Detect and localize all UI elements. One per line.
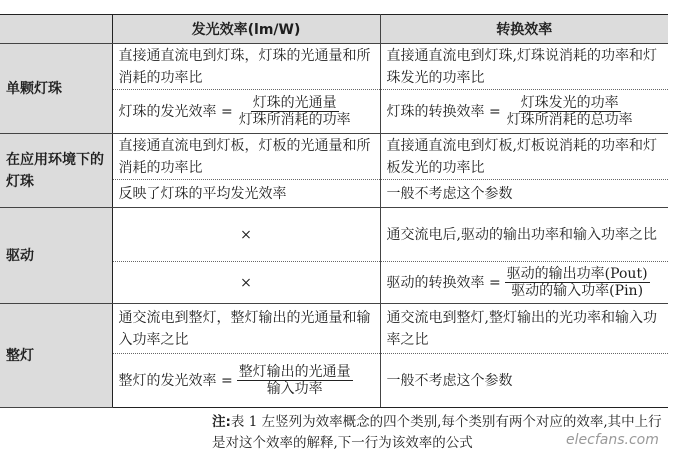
- cell-desc-luminous: 直接通直流电到灯板，灯板的光通量和所消耗的功率比: [112, 134, 380, 180]
- formula-denominator: 输入功率: [266, 381, 323, 397]
- formula-fraction: [237, 364, 353, 397]
- cell-formula-luminous: [112, 354, 380, 408]
- formula-fraction: [505, 266, 650, 299]
- cell-formula-luminous: [112, 90, 380, 134]
- note-prefix: 注:: [212, 414, 231, 430]
- note-text: 表 1 左竖列为效率概念的四个类别,每个类别有两个对应的效率,其中上行是对这个效率的解释,下一行为该效率的公式: [212, 414, 662, 451]
- formula-lhs: 驱动的转换效率 =: [386, 274, 501, 291]
- header-conversion-efficiency: 转换效率: [380, 15, 668, 44]
- formula-lhs: 整灯的发光效率 =: [118, 372, 233, 389]
- formula-numerator: 整灯输出的光通量: [238, 364, 351, 380]
- cell-desc-conversion: 通交流电到整灯,整灯输出的光功率和输入功率之比: [380, 304, 668, 354]
- header-luminous-efficacy: 发光效率(lm/W): [112, 15, 380, 44]
- cell-desc-conversion: 直接通直流电到灯板,灯板说消耗的功率和灯板发光的功率比: [380, 134, 668, 180]
- cell-desc-conversion: 通交流电后,驱动的输出功率和输入功率之比: [380, 208, 668, 262]
- category-single-led: 单颗灯珠: [0, 44, 112, 134]
- watermark-logo: elecfans.com: [566, 432, 659, 448]
- cell-formula-conversion: [380, 262, 668, 304]
- header-blank: [0, 15, 112, 44]
- cell-formula-conversion: [380, 90, 668, 134]
- cell-desc-conversion: 直接通直流电到灯珠,灯珠说消耗的功率和灯珠发光的功率比: [380, 44, 668, 90]
- formula-denominator: 驱动的输入功率(Pin): [511, 283, 644, 299]
- formula-denominator: 灯珠所消耗的总功率: [506, 112, 633, 128]
- efficiency-table: [0, 14, 668, 408]
- table-row: [0, 304, 668, 354]
- formula-denominator: 灯珠所消耗的功率: [238, 112, 351, 128]
- table-row: [0, 134, 668, 180]
- formula-numerator: 驱动的输出功率(Pout): [506, 266, 648, 282]
- formula-numerator: 灯珠的光通量: [252, 95, 337, 111]
- cell-desc-luminous: 直接通直流电到灯珠，灯珠的光通量和所消耗的功率比: [112, 44, 380, 90]
- cell-desc-luminous: 通交流电到整灯，整灯输出的光通量和输入功率之比: [112, 304, 380, 354]
- cell-formula-conversion: 一般不考虑这个参数: [380, 180, 668, 208]
- cell-not-applicable: ×: [112, 262, 380, 304]
- header-row: [0, 15, 668, 44]
- cell-formula-conversion: 一般不考虑这个参数: [380, 354, 668, 408]
- formula-fraction: [505, 95, 635, 128]
- formula-fraction: [237, 95, 353, 128]
- category-whole-lamp: 整灯: [0, 304, 112, 408]
- formula-lhs: 灯珠的转换效率 =: [386, 103, 501, 120]
- category-led-in-application: 在应用环境下的灯珠: [0, 134, 112, 208]
- table-row: [0, 208, 668, 262]
- cell-formula-luminous: 反映了灯珠的平均发光效率: [112, 180, 380, 208]
- table-row: [0, 44, 668, 90]
- formula-lhs: 灯珠的发光效率 =: [118, 103, 233, 120]
- formula-numerator: 灯珠发光的功率: [520, 95, 619, 111]
- category-driver: 驱动: [0, 208, 112, 304]
- cell-not-applicable: ×: [112, 208, 380, 262]
